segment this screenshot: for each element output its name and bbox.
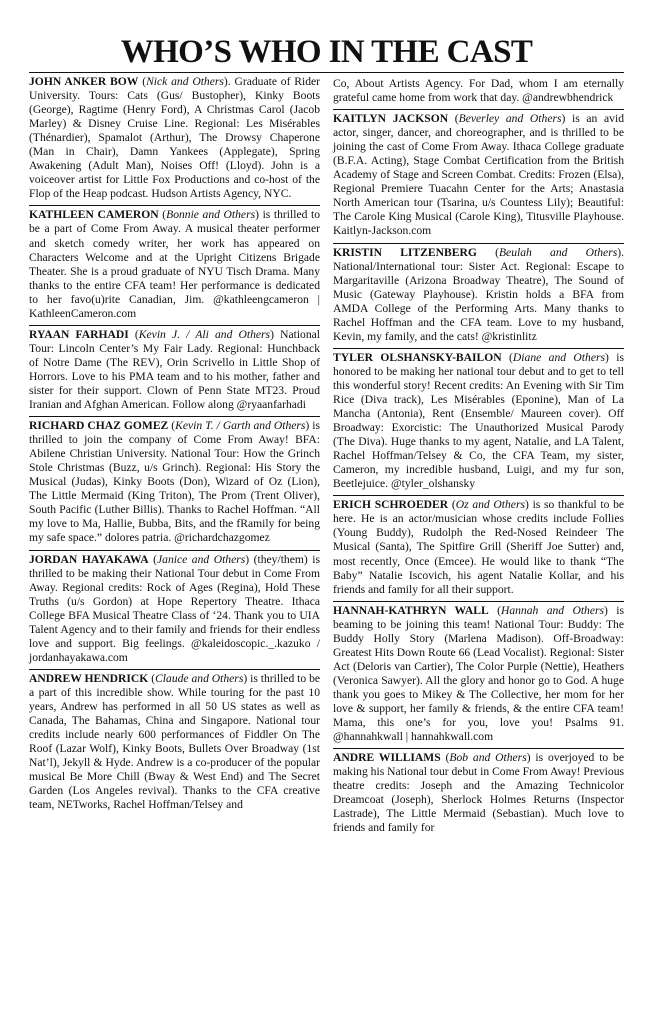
- bio-kristin-litzenberg: KRISTIN LITZENBERG (Beulah and Others). National/International tour: Sister Act. Regional: Escape to Margaritaville (Arizona Broadway Theatre), The Sound of Music (Gateway Playhouse). Kristin holds a BFA from AMDA College of the Performing Arts. Many thanks to Rachel Hoffman and the CFA team. Love to my husband, Kevin, my family, and the cats! @kristinlitz: [333, 244, 624, 349]
- role: Kevin J. / Ali and Others: [138, 327, 271, 341]
- actor-name: KRISTIN LITZENBERG: [333, 245, 477, 259]
- role: Nick and Others: [146, 75, 224, 88]
- actor-name: ANDRE WILLIAMS: [333, 751, 441, 765]
- bio-text: is honored to be making her national tour debut and to get to tell this wonderful story! Recent credits: An Evening with Sir Tim Rice (Diva track), Les Misérables (Eponine), Man of La Mancha (Antonia), Rent (Ensemble/ Maureen cover). Off Broadway: Exorcistic: The Unauthorized Musical Parody (The Diva). Huge thanks to my agent, Natalie, and LA Talent, Rachel Hoffman/Telsey & Co, the CFA Team, my sister, Cameron, my incredible husband, Luigi, and my fur son, Beetlejuice. @tyler_olshansky: [333, 350, 624, 491]
- bio-kaitlyn-jackson: KAITLYN JACKSON (Beverley and Others) is an avid actor, singer, dancer, and choreographer, and is thrilled to be joining the cast of Come From Away. Ithaca College graduate (B.F.A. Acting), Stage Combat Certification from the British Academy of Stage and Screen Combat. Credits: Frozen (Elsa), Regional Premiere Tuacahn Center for the Arts; Anastasia North American tour (Tsarina, u/s Countess Lily); Beautiful: The Carole King Musical (Carole King), Titusville Playhouse. Kaitlyn-Jackson.com: [333, 110, 624, 243]
- bio-ryaan-farhadi: RYAAN FARHADI (Kevin J. / Ali and Others) National Tour: Lincoln Center’s My Fair Lady. Regional: Hunchback of Notre Dame (The REV), Orin Scrivello in Little Shop of Horrors. Love to his PMA team and to his mother, father and sister for their support. Clown of Penn State MT23. Proud Iranian and Afghan American. Follow along @ryaanfarhadi: [29, 326, 320, 417]
- bio-text: National/International tour: Sister Act. Regional: Escape to Margaritaville (Arizona Broadway Theatre), The Sound of Music (Gateway Playhouse). Kristin holds a BFA from AMDA College of the Performing Arts. Many thanks to Rachel Hoffman and the CFA team. Love to my husband, Kevin, my family, and the cats! @kristinlitz: [333, 259, 624, 343]
- bio-text: is thrilled to join the company of Come From Away! BFA: Abilene Christian University. National Tour: How the Grinch Stole Christmas (Buzz, u/s Grinch). Regional: His Story the Musical (Judas), Kinky Boots (Don), Wizard of Oz (Lion), The Little Mermaid (King Triton), The Prom (Trent Oliver), South Pacific (Luther Billis). Thanks to Rachel Hoffman. “All my love to Ma, Hallie, Bubba, Bits, and the fRamily for being my safe space.” dolores patria. @richardchazgomez: [29, 419, 320, 545]
- bio-text: is thrilled to be a part of Come From Away. A musical theater performer and sketch comedy writer, her work has appeared on Characters Welcome and at the Upright Citizens Brigade Theater. She is a proud graduate of NYU Tisch Drama. Many thanks to the entire CFA team! Her performance is dedicated to her favo(u)rite Canadian, Jim. @kathleengcameron | KathleenCameron.com: [29, 208, 321, 320]
- bio-erich-schroeder: ERICH SCHROEDER (Oz and Others) is so thankful to be here. He is an actor/musician whose credits include Follies (Young Buddy), Rudolph the Red-Nosed Reindeer The Musical (Santa), The Spitfire Grill (Sheriff Joe Sutter) and, most recently, Once (Emcee). He would like to thank “The Baby” Natalie Iscovich, his agent Natalie Kollar, and his friends and family for all their support.: [333, 496, 624, 601]
- role: Kevin T. / Garth and Others: [175, 419, 306, 433]
- bio-richard-chaz-gomez: RICHARD CHAZ GOMEZ (Kevin T. / Garth and Others) is thrilled to join the company of Come From Away! BFA: Abilene Christian University. National Tour: How the Grinch Stole Christmas (Buzz, u/s Grinch). Regional: His Story the Musical (Judas), Kinky Boots (Don), Wizard of Oz (Lion), The Little Mermaid (King Triton), The Prom (Trent Oliver), South Pacific (Luther Billis). Thanks to Rachel Hoffman. “All my love to Ma, Hallie, Bubba, Bits, and the fRamily for being my safe space.” dolores patria. @richardchazgomez: [29, 417, 320, 550]
- actor-name: RICHARD CHAZ GOMEZ: [29, 419, 169, 433]
- role: Diane and Others: [512, 350, 605, 364]
- bio-tyler-olshansky-bailon: TYLER OLSHANSKY-BAILON (Diane and Others) is honored to be making her national tour debut and to get to tell this wonderful story! Recent credits: An Evening with Sir Tim Rice (Diva track), Les Misérables (Eponine), Man of La Mancha (Antonia), Rent (Ensemble/ Maureen cover). Off Broadway: Exorcistic: The Unauthorized Musical Parody (The Diva). Huge thanks to my agent, Natalie, and LA Talent, Rachel Hoffman/Telsey & Co, the CFA Team, my sister, Cameron, my incredible husband, Luigi, and my fur son, Beetlejuice. @tyler_olshansky: [333, 349, 624, 496]
- bio-andre-williams: ANDRE WILLIAMS (Bob and Others) is overjoyed to be making his National tour debut in Come From Away! Previous theatre credits: Joseph and the Amazing Technicolor Dreamcoat (Joseph), Sherlock Holmes Returns (Inspector Lastrade), The Little Mermaid (Sebastian). Much love to friends and family for: [333, 751, 625, 835]
- bio-jordan-hayakawa: JORDAN HAYAKAWA (Janice and Others) (they/them) is thrilled to be making their National Tour debut in Come From Away. Regional credits: Rock of Ages (Regina), Hold These Truths (u/s Gordon) at Hope Repertory Theatre. Ithaca College BFA Musical Theatre Class of ‘24. Thank you to UIA Talent Agency and to their family and friends for their endless love and support. Big feelings. @kaleidoscopic._.kazuko / jordanhayakawa.com: [29, 551, 320, 670]
- actor-name: TYLER OLSHANSKY-BAILON: [333, 350, 502, 364]
- role: Beulah and Others: [498, 245, 618, 259]
- actor-name: ERICH SCHROEDER: [333, 498, 449, 512]
- role: Bob and Others: [449, 751, 527, 765]
- actor-name: HANNAH-KATHRYN WALL: [333, 603, 489, 617]
- right-column: [333, 73, 624, 839]
- bio-text: National Tour: Lincoln Center’s My Fair Lady. Regional: Hunchback of Notre Dame (The REV), Orin Scrivello in Little Shop of Horrors. Love to his PMA team and to his mother, father and sister for their support. Clown of Penn State MT23. Proud Iranian and Afghan American. Follow along @ryaanfarhadi: [29, 327, 321, 412]
- bio-andrew-hendrick: ANDREW HENDRICK (Claude and Others) is thrilled to be a part of this incredible show. While touring for the past 10 years, Andrew has performed in all 50 US states as well as Canada, The Bahamas, China and Singapore. National tour credits include nearly 600 performances of Fiddler On The Roof (Lazar Wolf), Kinky Boots, Bullets Over Broadway (1st Nat’l), Jekyll & Hyde. Andrew is a co-producer of the popular musical Be More Chill (Bway & West End) and The Secret Garden (Los Angeles revival). Thanks to the CFA creative team, NETworks, Rachel Hoffman/Telsey and: [29, 671, 321, 812]
- role: Claude and Others: [155, 671, 244, 685]
- bio-john-anker-bow: JOHN ANKER BOW (Nick and Others). Graduate of Rider University. Tours: Cats (Gus/ Bustopher), Kinky Boots (George), Ragtime (Henry Ford), A Christmas Carol (Jacob Marley) & Disney Cruise Line. Regional: Les Misérables (Thénardier), Spamalot (Arthur), The Drowsy Chaperone (Man in Chair), Damn Yankees (Applegate), Spring Awakening (Adult Man), Noises Off! (Lloyd). John is a voiceover artist for Little Fox Productions and co-host of the Flop of the Heap podcast. Hudson Artists Agency, NYC.: [29, 73, 320, 206]
- page-title: WHO’S WHO IN THE CAST: [29, 34, 624, 73]
- bio-text: (they/them) is thrilled to be making their National Tour debut in Come From Away. Regional credits: Rock of Ages (Regina), Hold These Truths (u/s Gordon) at Hope Repertory Theatre. Ithaca College BFA Musical Theatre Class of ‘24. Thank you to UIA Talent Agency and to their family and friends for their endless love and support. Big feelings. @kaleidoscopic._.kazuko / jordanhayakawa.com: [29, 552, 320, 664]
- bio-andrew-hendrick-continued: [333, 73, 624, 110]
- role: Hannah and Others: [500, 603, 605, 617]
- actor-name: JORDAN HAYAKAWA: [29, 552, 149, 566]
- bio-text: is an avid actor, singer, dancer, and choreographer, and is thrilled to be joining the cast of Come From Away. Ithaca College graduate (B.F.A. Acting), Stage Combat Certification from the British Academy of Stage and Screen Combat. Credits: Frozen (Elsa), Regional Premiere Tuacahn Center for the Arts; Anastasia North American tour (Tsarina, u/s Countess Lily); Beautiful: The Carole King Musical (Carole King), Titusville Playhouse. Kaitlyn-Jackson.com: [333, 112, 624, 238]
- bio-text: Co, About Artists Agency. For Dad, whom I am eternally grateful came home from work that day. @andrewbhendrick: [333, 77, 624, 105]
- bio-text: is overjoyed to be making his National tour debut in Come From Away! Previous theatre credits: Joseph and the Amazing Technicolor Dreamcoat (Joseph), Sherlock Holmes Returns (Inspector Lastrade), The Little Mermaid (Sebastian). Much love to friends and family for: [333, 751, 625, 835]
- left-column: [29, 73, 320, 839]
- actor-name: ANDREW HENDRICK: [29, 671, 149, 685]
- role: Janice and Others: [157, 552, 246, 566]
- bio-hannah-kathryn-wall: HANNAH-KATHRYN WALL (Hannah and Others) is beaming to be joining this team! National Tour: Buddy: The Buddy Holly Story (Marlena Madison). Off-Broadway: Greatest Hits Down Route 66 (Lead Vocalist). Regional: Sister Act (Deloris van Cartier), The Color Purple (Nettie), Heathers (Veronica Sawyer). All the glory and honor go to God. A huge thank you goes to Mikey & The Collective, her mom for her love & support, her family & friends, & the entire CFA team! Mama, this one’s for you, love you! Psalms 91. @hannahkwall | hannahkwall.com: [333, 602, 624, 749]
- bio-text: Graduate of Rider University. Tours: Cats (Gus/ Bustopher), Kinky Boots (George), Ragtime (Henry Ford), A Christmas Carol (Jacob Marley) & Disney Cruise Line. Regional: Les Misérables (Thénardier), Spamalot (Arthur), The Drowsy Chaperone (Man in Chair), Damn Yankees (Applegate), Spring Awakening (Adult Man), Noises Off! (Lloyd). John is a voiceover artist for Little Fox Productions and co-host of the Flop of the Heap podcast. Hudson Artists Agency, NYC.: [29, 75, 321, 201]
- bio-kathleen-cameron: KATHLEEN CAMERON (Bonnie and Others) is thrilled to be a part of Come From Away. A musical theater performer and sketch comedy writer, her work has appeared on Characters Welcome and at the Upright Citizens Brigade Theater. She is a proud graduate of NYU Tisch Drama. Many thanks to the entire CFA team! Her performance is dedicated to her favo(u)rite Canadian, Jim. @kathleengcameron | KathleenCameron.com: [29, 206, 320, 325]
- actor-name: KAITLYN JACKSON: [333, 112, 449, 126]
- bio-text: is so thankful to be here. He is an actor/musician whose credits include Follies (Young Buddy), Rudolph the Red-Nosed Reindeer The Musical (Santa), The Spitfire Grill (Sheriff Joe Sutter) and, most recently, Once (Emcee). He would like to thank “The Baby” Natalie Iscovich, his agent Natalie Kollar, and his friends and family for all their support.: [333, 498, 625, 596]
- actor-name: JOHN ANKER BOW: [29, 75, 139, 88]
- bio-text: is thrilled to be a part of this incredible show. While touring for the past 10 years, Andrew has performed in all 50 US states as well as Canada, The Bahamas, China and Singapore. National tour credits include nearly 600 performances of Fiddler On The Roof (Lazar Wolf), Kinky Boots, Bullets Over Broadway (1st Nat’l), Jekyll & Hyde. Andrew is a co-producer of the popular musical Be More Chill (Bway & West End) and The Secret Garden (Los Angeles revival). Thanks to the CFA creative team, NETworks, Rachel Hoffman/Telsey and: [29, 671, 321, 812]
- actor-name: RYAAN FARHADI: [29, 327, 129, 341]
- role: Bonnie and Others: [166, 208, 256, 222]
- role: Oz and Others: [455, 498, 525, 512]
- actor-name: KATHLEEN CAMERON: [29, 208, 159, 222]
- bio-text: is beaming to be joining this team! National Tour: Buddy: The Buddy Holly Story (Marlena Madison). Off-Broadway: Greatest Hits Down Route 66 (Lead Vocalist). Regional: Sister Act (Deloris van Cartier), The Color Purple (Nettie), Heathers (Veronica Sawyer). All the glory and honor go to God. A huge thank you goes to Mikey & The Collective, her mom for her love & support, her family & friends, & the entire CFA team! Mama, this one’s for you, love you! Psalms 91. @hannahkwall | hannahkwall.com: [333, 603, 625, 744]
- role: Beverley and Others: [458, 112, 562, 126]
- bio-columns: [29, 73, 624, 839]
